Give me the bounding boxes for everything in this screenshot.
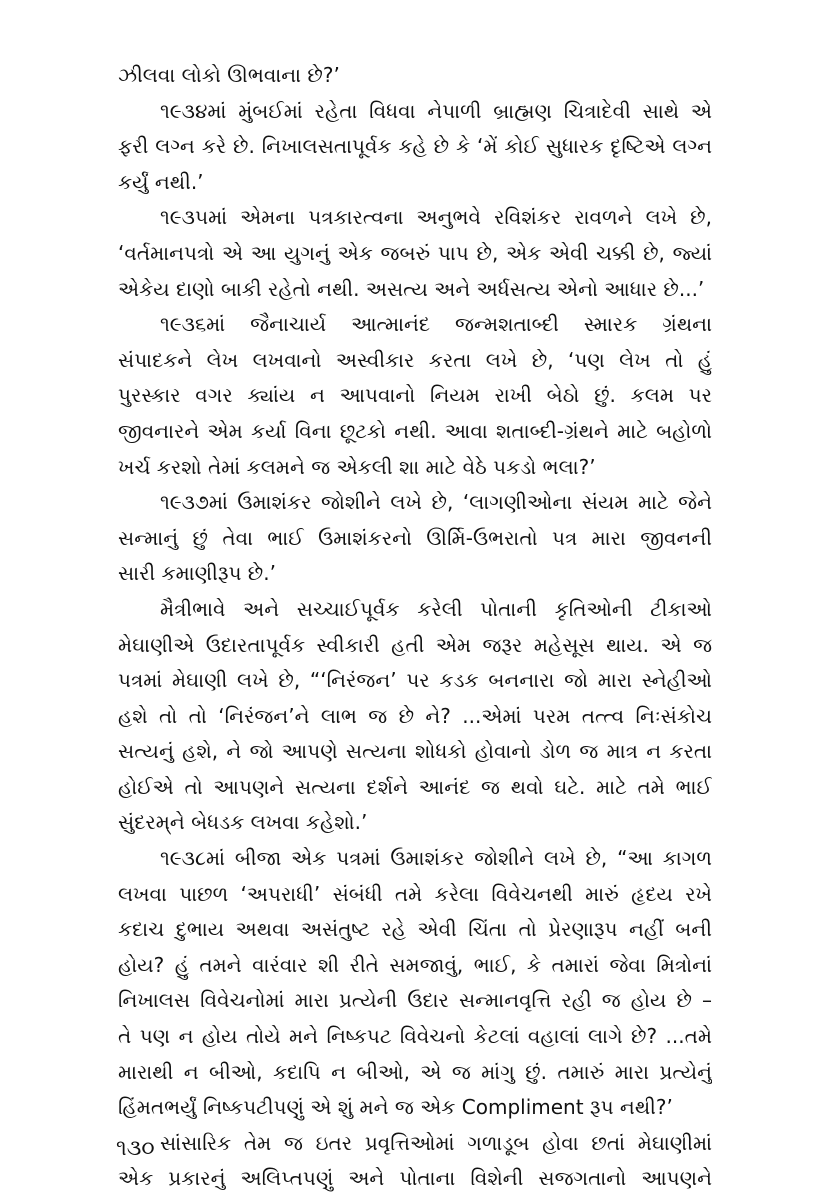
text-line: ખર્ચ કરશો તેમાં કલમને જ એકલી શા માટે વેઠે પકડો ભલા?’: [118, 454, 596, 479]
text-line: ૧૯૩૫માં એમના પત્રકારત્વના અનુભવે રવિશંકર રાવળને લખે છે,: [160, 205, 712, 230]
page-number: ૧૩૦: [116, 1136, 155, 1161]
text-line: સારી કમાણીરૂપ છે.’: [118, 561, 276, 586]
text-line: ઝીલવા લોકો ઊભવાના છે?’: [118, 63, 340, 87]
text-line: ૧૯૩૬માં જૈનાચાર્ય આત્માનંદ જન્મશતાબ્દી સ્મારક ગ્રંથના: [160, 312, 712, 337]
text-line: જીવનારને એમ કર્યા વિના છૂટકો નથી. આવા શતાબ્દી-ગ્રંથને માટે બહોળો: [118, 418, 712, 443]
text-line: લખવા પાછળ ‘અપરાધી’ સંબંધી તમે કરેલા વિવેચનથી મારું હૃદય રખે: [118, 881, 712, 906]
text-line: સુંદરમ્‌ને બેધડક લખવા કહેશો.’: [118, 810, 368, 835]
text-line: ૧૯૩૪માં મુંબઈમાં રહેતા વિધવા નેપાળી બ્રાહ્મણ ચિત્રાદેવી સાથે એ: [160, 98, 712, 123]
page-body: [118, 58, 712, 1197]
text-line: ૧૯૩૭માં ઉમાશંકર જોશીને લખે છે, ‘લાગણીઓના સંયમ માટે જેને: [160, 490, 712, 515]
text-line: ફરી લગ્ન કરે છે. નિખાલસતાપૂર્વક કહે છે કે ‘મેં કોઈ સુધારક દૃષ્ટિએ લગ્ન: [118, 134, 712, 159]
text-line: મૈત્રીભાવે અને સચ્ચાઈપૂર્વક કરેલી પોતાની કૃતિઓની ટીકાઓ: [160, 596, 712, 621]
text-line: નિખાલસ વિવેચનોમાં મારા પ્રત્યેની ઉદાર સન્માનવૃત્તિ રહી જ હોય છે –: [118, 988, 712, 1013]
text-line: કર્યું નથી.’: [118, 169, 204, 194]
text-line: હિંમતભર્યું નિષ્કપટીપણું એ શું મને જ એક Compliment રૂપ નથી?’: [118, 1095, 673, 1120]
text-line: સંપાદકને લેખ લખવાનો અસ્વીકાર કરતા લખે છે, ‘પણ લેખ તો હું: [118, 347, 712, 372]
text-line: પુરસ્કાર વગર ક્યાંય ન આપવાનો નિયમ રાખી બેઠો છું. કલમ પર: [118, 383, 712, 408]
text-line: હોઈએ તો આપણને સત્યના દર્શને આનંદ જ થવો ઘટે. માટે તમે ભાઈ: [118, 774, 712, 799]
text-line: તે પણ ન હોય તોયે મને નિષ્કપટ વિવેચનો કેટલાં વહાલાં લાગે છે? ...તમે: [118, 1024, 712, 1049]
text-line: સન્માનું છું તેવા ભાઈ ઉમાશંકરનો ઊર્મિ-ઉભરાતો પત્ર મારા જીવનની: [118, 525, 712, 550]
text-line: કદાચ દુભાય અથવા અસંતુષ્ટ રહે એવી ચિંતા તો પ્રેરણારૂપ નહીં બની: [118, 917, 712, 942]
text-line: મેઘાણીએ ઉદારતાપૂર્વક સ્વીકારી હતી એમ જરૂર મહેસૂસ થાય. એ જ: [118, 632, 712, 657]
text-line: સત્યનું હશે, ને જો આપણે સત્યના શોધકો હોવાનો ડોળ જ માત્ર ન કરતા: [118, 739, 712, 764]
text-line: હોય? હું તમને વારંવાર શી રીતે સમજાવું, ભાઈ, કે તમારાં જેવા મિત્રોનાં: [118, 952, 712, 977]
text-line: ૧૯૩૮માં બીજા એક પત્રમાં ઉમાશંકર જોશીને લખે છે, “આ કાગળ: [160, 846, 712, 871]
text-line: એક પ્રકારનું અલિપ્તપણું અને પોતાના વિશેની સજગતાનો આપણને: [118, 1166, 712, 1191]
text-line: મારાથી ન બીઓ, કદાપિ ન બીઓ, એ જ માંગુ છું. તમારું મારા પ્રત્યેનું: [118, 1059, 712, 1084]
text-line: હશે તો તો ‘નિરંજન’ને લાભ જ છે ને? ...એમાં પરમ તત્ત્વ નિઃસંકોચ: [118, 703, 712, 728]
text-line: ‘વર્તમાનપત્રો એ આ યુગનું એક જબરું પાપ છે, એક એવી ચક્કી છે, જ્યાં: [118, 240, 712, 265]
text-line: સાંસારિક તેમ જ ઇતર પ્રવૃત્તિઓમાં ગળાડૂબ હોવા છતાં મેઘાણીમાં: [160, 1130, 712, 1155]
text-line: પત્રમાં મેઘાણી લખે છે, “‘નિરંજન’ પર કડક બનનારા જો મારા સ્નેહીઓ: [118, 668, 712, 693]
text-line: એકેય દાણો બાકી રહેતો નથી. અસત્ય અને અર્ધસત્ય એનો આધાર છે...’: [118, 276, 705, 301]
